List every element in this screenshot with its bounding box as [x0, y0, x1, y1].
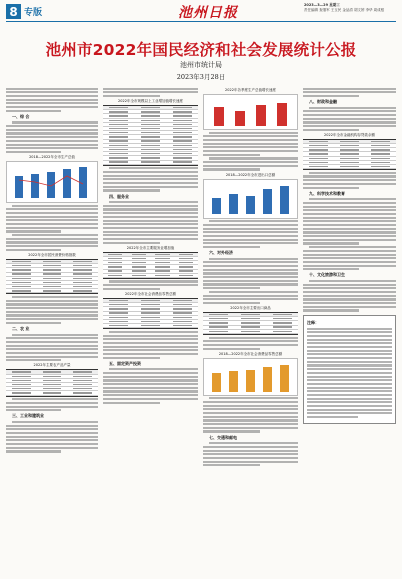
table-title: 2022年全市主要服务业增加值 [126, 245, 175, 250]
chart-title: 2018—2022年全市社会消费品零售总额 [218, 351, 283, 356]
quarterly-bars [204, 95, 299, 129]
issue-date: 2023—3—29 星期三 [304, 3, 340, 7]
data-table [103, 252, 198, 279]
editor-line: 责任编辑 查继军 王玉民 金品清 胡文婷 李华 周成根 [304, 8, 385, 12]
section-heading: 二、农 业 [12, 325, 30, 331]
section-heading: 七、交通和邮电 [209, 434, 237, 440]
bar-chart-trade [203, 179, 298, 219]
bar [229, 371, 238, 392]
section-heading: 四、服务业 [109, 193, 129, 199]
section-heading: 六、对外经济 [209, 250, 233, 256]
bar [280, 186, 289, 214]
trade-bars [204, 180, 299, 218]
column-4 [303, 86, 396, 424]
section-heading: 一、综 合 [12, 113, 30, 119]
bar [212, 198, 221, 214]
table-title: 2022年全市社会消费品零售总额 [125, 291, 176, 296]
bar [235, 111, 245, 126]
header-rule [6, 21, 396, 22]
bar [246, 370, 255, 392]
page-header-right [304, 3, 396, 13]
table-title: 2022年全市金融机构存贷款余额 [324, 132, 375, 137]
table-title: 2022年全市居民消费价格指数 [28, 252, 76, 257]
chart-title: 2022年各季度生产总值增长速度 [225, 88, 276, 92]
bar-chart-quarterly [203, 94, 298, 130]
retail-bars [204, 359, 299, 395]
data-table [6, 369, 98, 396]
bar [280, 365, 289, 392]
article-title: 池州市2022年国民经济和社会发展统计公报 [45, 41, 357, 59]
bar [31, 174, 39, 198]
bar-chart-gdp [6, 161, 98, 203]
section-heading: 九、科学技术和教育 [309, 190, 345, 196]
data-table [103, 105, 198, 166]
bar [63, 169, 71, 198]
column-2 [103, 86, 198, 405]
table-title: 2022年全市主要出口商品 [230, 306, 271, 310]
data-table [103, 298, 198, 329]
bar [15, 176, 23, 198]
bar [277, 103, 287, 126]
data-table [203, 312, 298, 335]
column-1 [6, 86, 98, 454]
notes-title: 注释： [307, 319, 319, 325]
chart-title: 2022年全市规模以上工业增加值增长速度 [118, 99, 183, 104]
bar [256, 105, 266, 126]
column-3 [203, 86, 298, 468]
table-title: 2022年主要农产品产量 [33, 363, 71, 368]
notes-box [303, 315, 396, 424]
section-heading: 三、工业和建筑业 [12, 413, 44, 419]
section-label: 专版 [24, 8, 43, 18]
bar [214, 107, 224, 126]
bar [212, 373, 221, 392]
data-table [303, 139, 396, 170]
gdp-bars [7, 162, 99, 202]
data-table [6, 259, 98, 295]
bar [246, 196, 255, 214]
bar [263, 367, 272, 392]
bar-chart-retail [203, 358, 298, 396]
article-author: 池州市统计局 [180, 61, 222, 69]
page-header-left [6, 4, 42, 19]
article-date: 2023年3月28日 [176, 73, 226, 81]
section-heading: 五、固定资产投资 [109, 360, 141, 366]
section-heading: 十、文化旅游和卫生 [309, 272, 345, 278]
chart-title: 2018—2022年全市生产总值 [29, 155, 75, 159]
bar [229, 194, 238, 214]
section-heading: 八、财政和金融 [309, 99, 337, 105]
newspaper-logo: 池州日报 [178, 5, 238, 21]
chart-title: 2018—2022年全市进出口总额 [225, 172, 276, 177]
bar [263, 189, 272, 214]
page-number: 8 [6, 4, 21, 19]
